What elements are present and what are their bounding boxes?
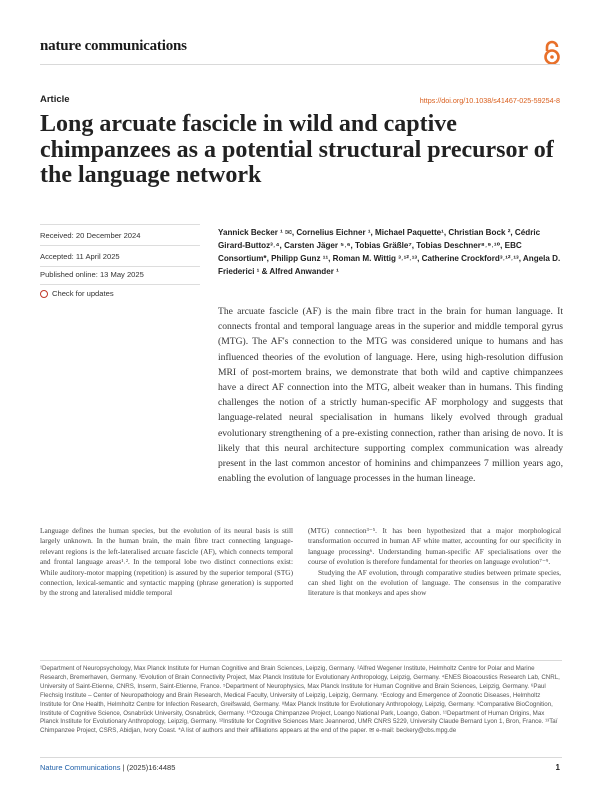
author[interactable]: Yannick Becker ⁠¹ ✉,	[218, 228, 295, 237]
open-access-icon	[542, 40, 562, 66]
check-for-updates-button[interactable]	[40, 289, 114, 298]
check-updates-label: Check for updates	[52, 289, 114, 298]
page-number: 1	[555, 763, 560, 772]
meta-divider	[40, 266, 200, 267]
received-date: Received: 20 December 2024	[40, 231, 141, 240]
author-list	[218, 226, 563, 278]
header-divider	[40, 64, 560, 65]
footer-volume: | (2025)16:4485	[122, 763, 176, 772]
footer-citation	[40, 763, 175, 772]
article-title: Long arcuate fascicle in wild and captive chimpanzees as a potential structural precursor of the language network	[40, 111, 554, 188]
author[interactable]: & Alfred Anwander ¹	[261, 267, 339, 276]
body-column-1: Language defines the human species, but the evolution of its neural basis is still largely unknown. In the human brain, the main fibre tract connecting language-relevant regions is the left-lateralised arcuate fascicle (AF), which connects temporal and frontal language areas¹˒². In the temporal lobe two distinct connections exist: While auditory-motor mapping (repetition) is assured by the superior temporal (STG) connection, lexical-semantic and syntactic mapping (phrase generation) is supported by the strong and lateralised middle temporal	[40, 526, 293, 598]
author[interactable]: Roman M. Wittig ³˒¹²˒¹³,	[332, 254, 420, 263]
author[interactable]: Carsten Jäger ⁵˒⁶,	[284, 241, 353, 250]
journal-name: nature communications	[40, 38, 187, 54]
author[interactable]: Angela D. Friederici ¹	[218, 254, 561, 276]
affiliations: ¹Department of Neuropsychology, Max Planck Institute for Human Cognitive and Brain Sciences, Leipzig, Germany. ²Alfred Wegener Institute, Helmholtz Centre for Polar and Marine Research, Bremerhaven, Germany. ³Evolution of Brain Connectivity Project, Max Planck Institute for Evolutionary Anthropology, Leipzig, Germany. ⁴ENES Bioacoustics Research Lab, CNRL, University of Saint-Etienne, CNRS, Inserm, Saint-Etienne, France. ⁵Department of Neurophysics, Max Planck Institute for Human Cognitive and Brain Sciences, Leipzig, Germany. ⁶Paul Flechsig Institute – Center of Neuropathology and Brain Research, Medical Faculty, University of Leipzig, Leipzig, Germany. ⁷Ecology and Emergence of Zoonotic Diseases, Helmholtz Institute for One Health, Helmholtz Centre for Infection Research, Greifswald, Germany. ⁸Max Planck Institute for Evolutionary Anthropology, Leipzig, Germany. ⁹Comparative BioCognition, Institute of Cognitive Science, Osnabrück University, Osnabrück, Germany. ¹⁰Ozouga Chimpanzee Project, Loango National Park, Loango, Gabon. ¹¹Department of Human Origins, Max Planck Institute for Evolutionary Anthropology, Leipzig, Germany. ¹²Institute for Cognitive Sciences Marc Jeannerod, UMR CNRS 5229, University Claude Bernard Lyon 1, Bron, France. ¹³Taï Chimpanzee Project, CSRS, Abidjan, Ivory Coast. *A list of authors and their affiliations appears at the end of the paper. ✉ e-mail: beckery@cbs.mpg.de	[40, 665, 560, 735]
meta-divider	[40, 245, 200, 246]
body-column-2	[308, 526, 561, 599]
author[interactable]: Christian Bock ²,	[448, 228, 513, 237]
affiliation-divider	[40, 660, 562, 661]
article-type: Article	[40, 94, 70, 105]
author[interactable]: Catherine Crockford³˒¹²˒¹³,	[421, 254, 521, 263]
author[interactable]: EBC Consortium*,	[218, 241, 522, 263]
author[interactable]: Tobias Gräßle⁷,	[355, 241, 414, 250]
meta-divider	[40, 284, 200, 285]
footer-divider	[40, 757, 562, 758]
meta-divider	[40, 224, 200, 225]
doi-link[interactable]: https://doi.org/10.1038/s41467-025-59254-8	[419, 96, 560, 105]
body-paragraph: Studying the AF evolution, through comparative studies between primate species, can shed light on the evolution of language. The consensus in the comparative literature is that monkeys and apes show	[308, 567, 561, 598]
author[interactable]: Philipp Gunz ¹¹,	[271, 254, 331, 263]
check-updates-icon	[40, 290, 48, 298]
author[interactable]: Cornelius Eichner ¹,	[296, 228, 373, 237]
abstract: The arcuate fascicle (AF) is the main fibre tract in the brain for human language. It connects frontal and temporal language areas in the superior and middle temporal gyrus (MTG). The AF's connection to the MTG was considered unique to humans and has influenced theories of the evolution of language. Here, using high-resolution diffusion MRI of post-mortem brains, we demonstrate that both wild and captive chimpanzees have a direct AF connection into the MTG, albeit weaker than in humans. This finding challenges the notion of a strictly human-specific AF morphology and suggests that language-related neural specialisation in humans likely evolved through gradual evolutionary strengthening of a pre-existing connection, rather than arising de novo. It is likely that this neural architecture supporting complex communication was already present in the last common ancestor of hominins and chimpanzees 7 million years ago, enabling the evolution of language processes in the human lineage.	[218, 306, 563, 485]
author[interactable]: Tobias Deschner⁸˒⁹˒¹⁰,	[416, 241, 503, 250]
author[interactable]: Cédric Girard-Buttoz³˒⁴,	[218, 228, 541, 250]
author[interactable]: Michael Paquette¹,	[375, 228, 447, 237]
footer-journal[interactable]: Nature Communications	[40, 763, 121, 772]
body-paragraph: (MTG) connection³⁻⁵. It has been hypothesized that a major morphological transformation occurred in human AF white matter, accounting for our specificity in language processing⁶. Understanding human-specific AF specialisations over the course of evolution is therefore fundamental for theories on language evolution⁷⁻⁹.	[308, 526, 561, 567]
published-date: Published online: 13 May 2025	[40, 270, 144, 279]
accepted-date: Accepted: 11 April 2025	[40, 252, 120, 261]
